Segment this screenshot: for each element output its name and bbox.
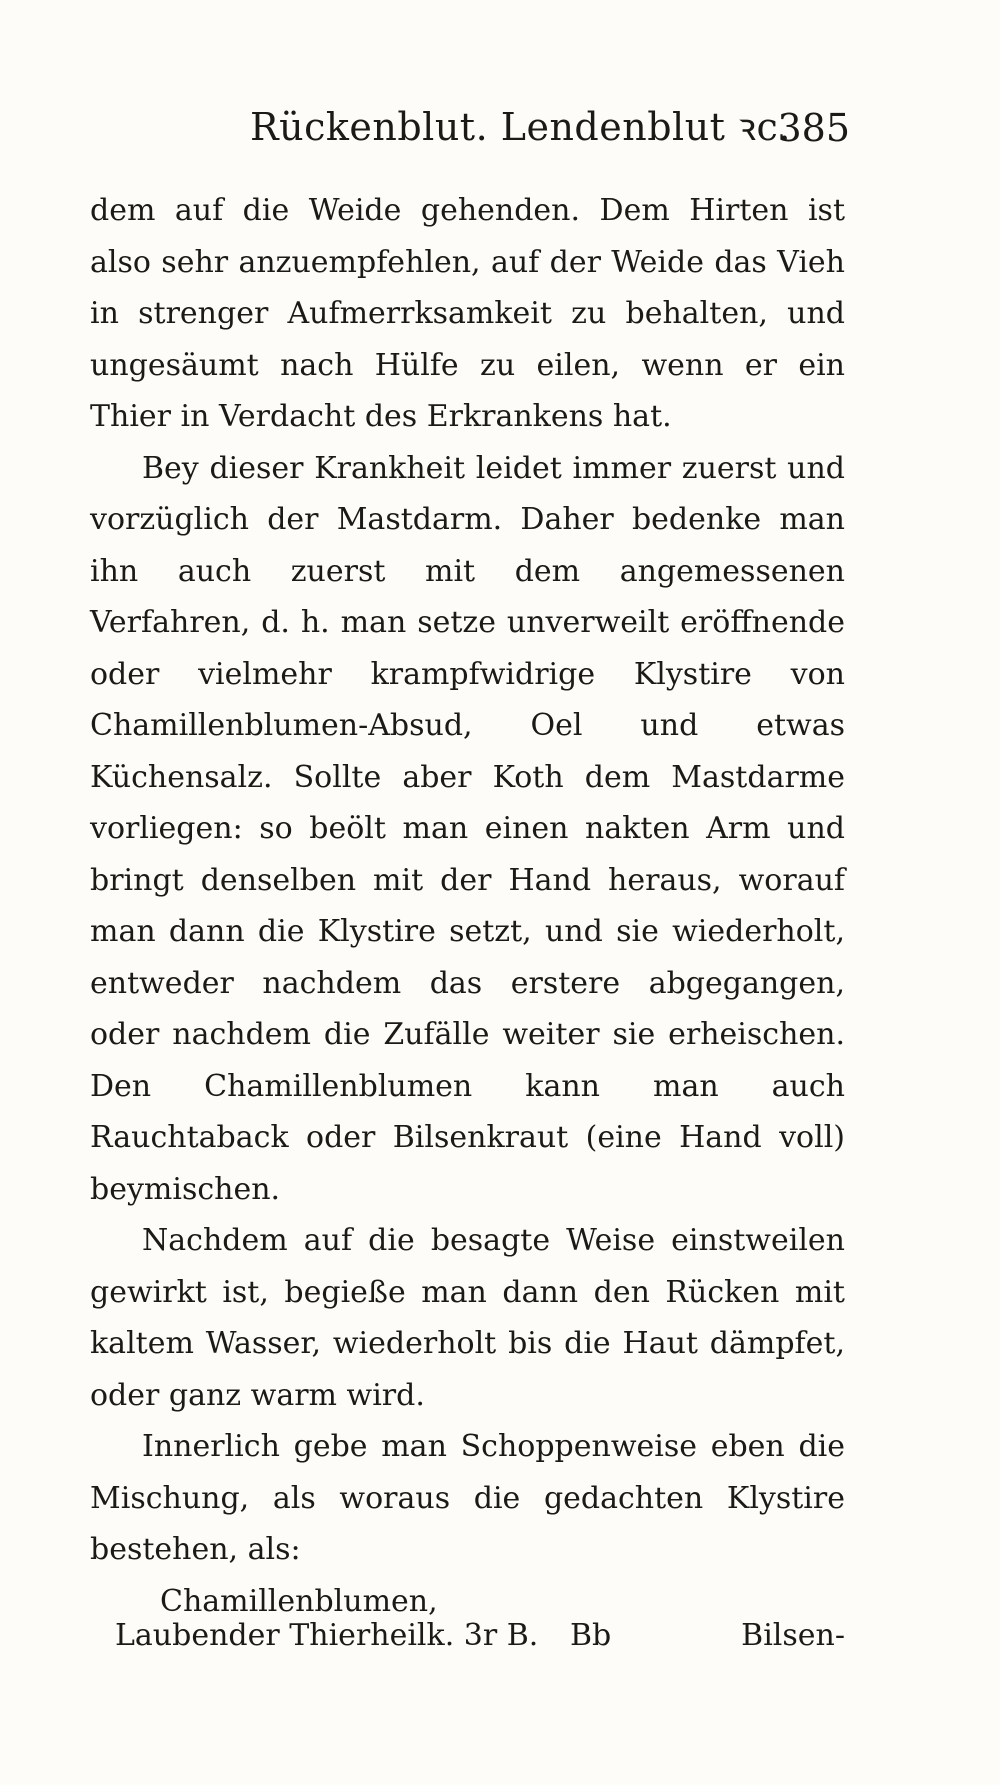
signature-mark: Bb — [570, 1618, 612, 1653]
page-footer — [115, 1618, 845, 1664]
running-title: Rückenblut. Lendenblut ꝛc. — [250, 105, 791, 149]
printer-signature-line: Laubender Thierheilk. 3r B. — [115, 1618, 539, 1653]
paragraph-3: Nachdem auf die besagte Weise einstweilen gewirkt ist, begieße man dann den Rücken mit kaltem Wasser, wiederholt bis die Haut dämpfet, oder ganz warm wird. — [90, 1223, 845, 1413]
page-header — [250, 100, 850, 160]
paragraph-4: Innerlich gebe man Schoppenweise eben die Mischung, als woraus die gedachten Klystire bestehen, als: — [90, 1429, 845, 1567]
paragraph-1: dem auf die Weide gehenden. Dem Hirten ist also sehr anzuempfehlen, auf der Weide das Vieh in strenger Aufmerrksamkeit zu behalten, und ungesäumt nach Hülfe zu eilen, wenn er ein Thier in Verdacht des Erkrankens hat. — [90, 193, 845, 434]
catchword: Bilsen- — [741, 1618, 845, 1653]
ingredient-item: Chamillenblumen, — [160, 1583, 438, 1619]
page-number: 385 — [777, 106, 850, 150]
paragraph-2: Bey dieser Krankheit leidet immer zuerst und vorzüglich der Mastdarm. Daher bedenke man ihn auch zuerst mit dem angemessenen Verfahren, d. h. man setze unverweilt eröffnende oder vielmehr krampfwidrige Klystire von Chamillenblumen-Absud, Oel und etwas Küchensalz. Sollte aber Koth dem Mastdarme vorliegen: so beölt man einen nakten Arm und bringt denselben mit der Hand heraus, worauf man dann die Klystire setzt, und sie wiederholt, entweder nachdem das erstere abgegangen, oder nachdem die Zufälle weiter sie erheischen. Den Chamillenblumen kann man auch Rauchtaback oder Bilsenkraut (eine Hand voll) beymischen. — [90, 450, 845, 1207]
body-text — [90, 185, 845, 1627]
